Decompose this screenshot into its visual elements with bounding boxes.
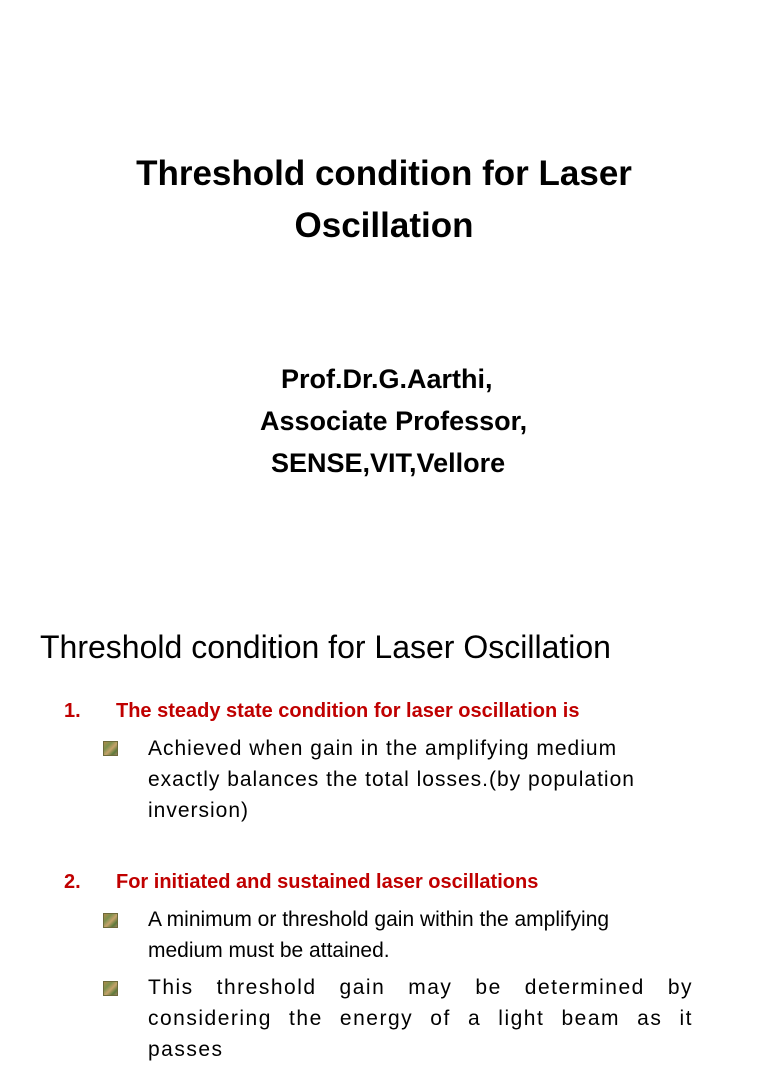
bullet-line: Achieved when gain in the amplifying medium xyxy=(148,737,618,760)
bullet-line: A minimum or threshold gain within the amplifying xyxy=(148,908,610,931)
bullet-line: considering the energy of a light beam as it passes xyxy=(148,1007,693,1061)
slide-title-line: Threshold condition for Laser xyxy=(136,154,632,193)
slide-title xyxy=(60,148,708,252)
bullet-icon xyxy=(103,741,118,756)
author-position: Associate Professor, xyxy=(260,406,528,436)
bullet-text xyxy=(148,904,693,966)
author-name: Prof.Dr.G.Aarthi, xyxy=(281,364,493,394)
item-heading: The steady state condition for laser oscillation is xyxy=(116,700,580,722)
item-number: 1. xyxy=(64,700,81,722)
bullet-line: exactly balances the total losses.(by population xyxy=(148,768,635,791)
slide-title-line: Oscillation xyxy=(294,206,474,245)
bullet-line: This threshold gain may be determined by xyxy=(148,976,693,999)
bullet-icon xyxy=(103,913,118,928)
item-number: 2. xyxy=(64,871,81,893)
bullet-icon xyxy=(103,981,118,996)
bullet-text xyxy=(148,733,693,826)
author-affiliation: SENSE,VIT,Vellore xyxy=(271,448,506,478)
numbered-item-2 xyxy=(64,868,538,896)
bullet-text xyxy=(148,972,693,1065)
bullet-line: medium must be attained. xyxy=(148,939,390,962)
bullet-line: inversion) xyxy=(148,799,250,822)
section-title: Threshold condition for Laser Oscillation xyxy=(40,629,611,665)
item-heading: For initiated and sustained laser oscillations xyxy=(116,871,539,893)
numbered-item-1 xyxy=(64,697,579,725)
author-block xyxy=(0,358,768,484)
